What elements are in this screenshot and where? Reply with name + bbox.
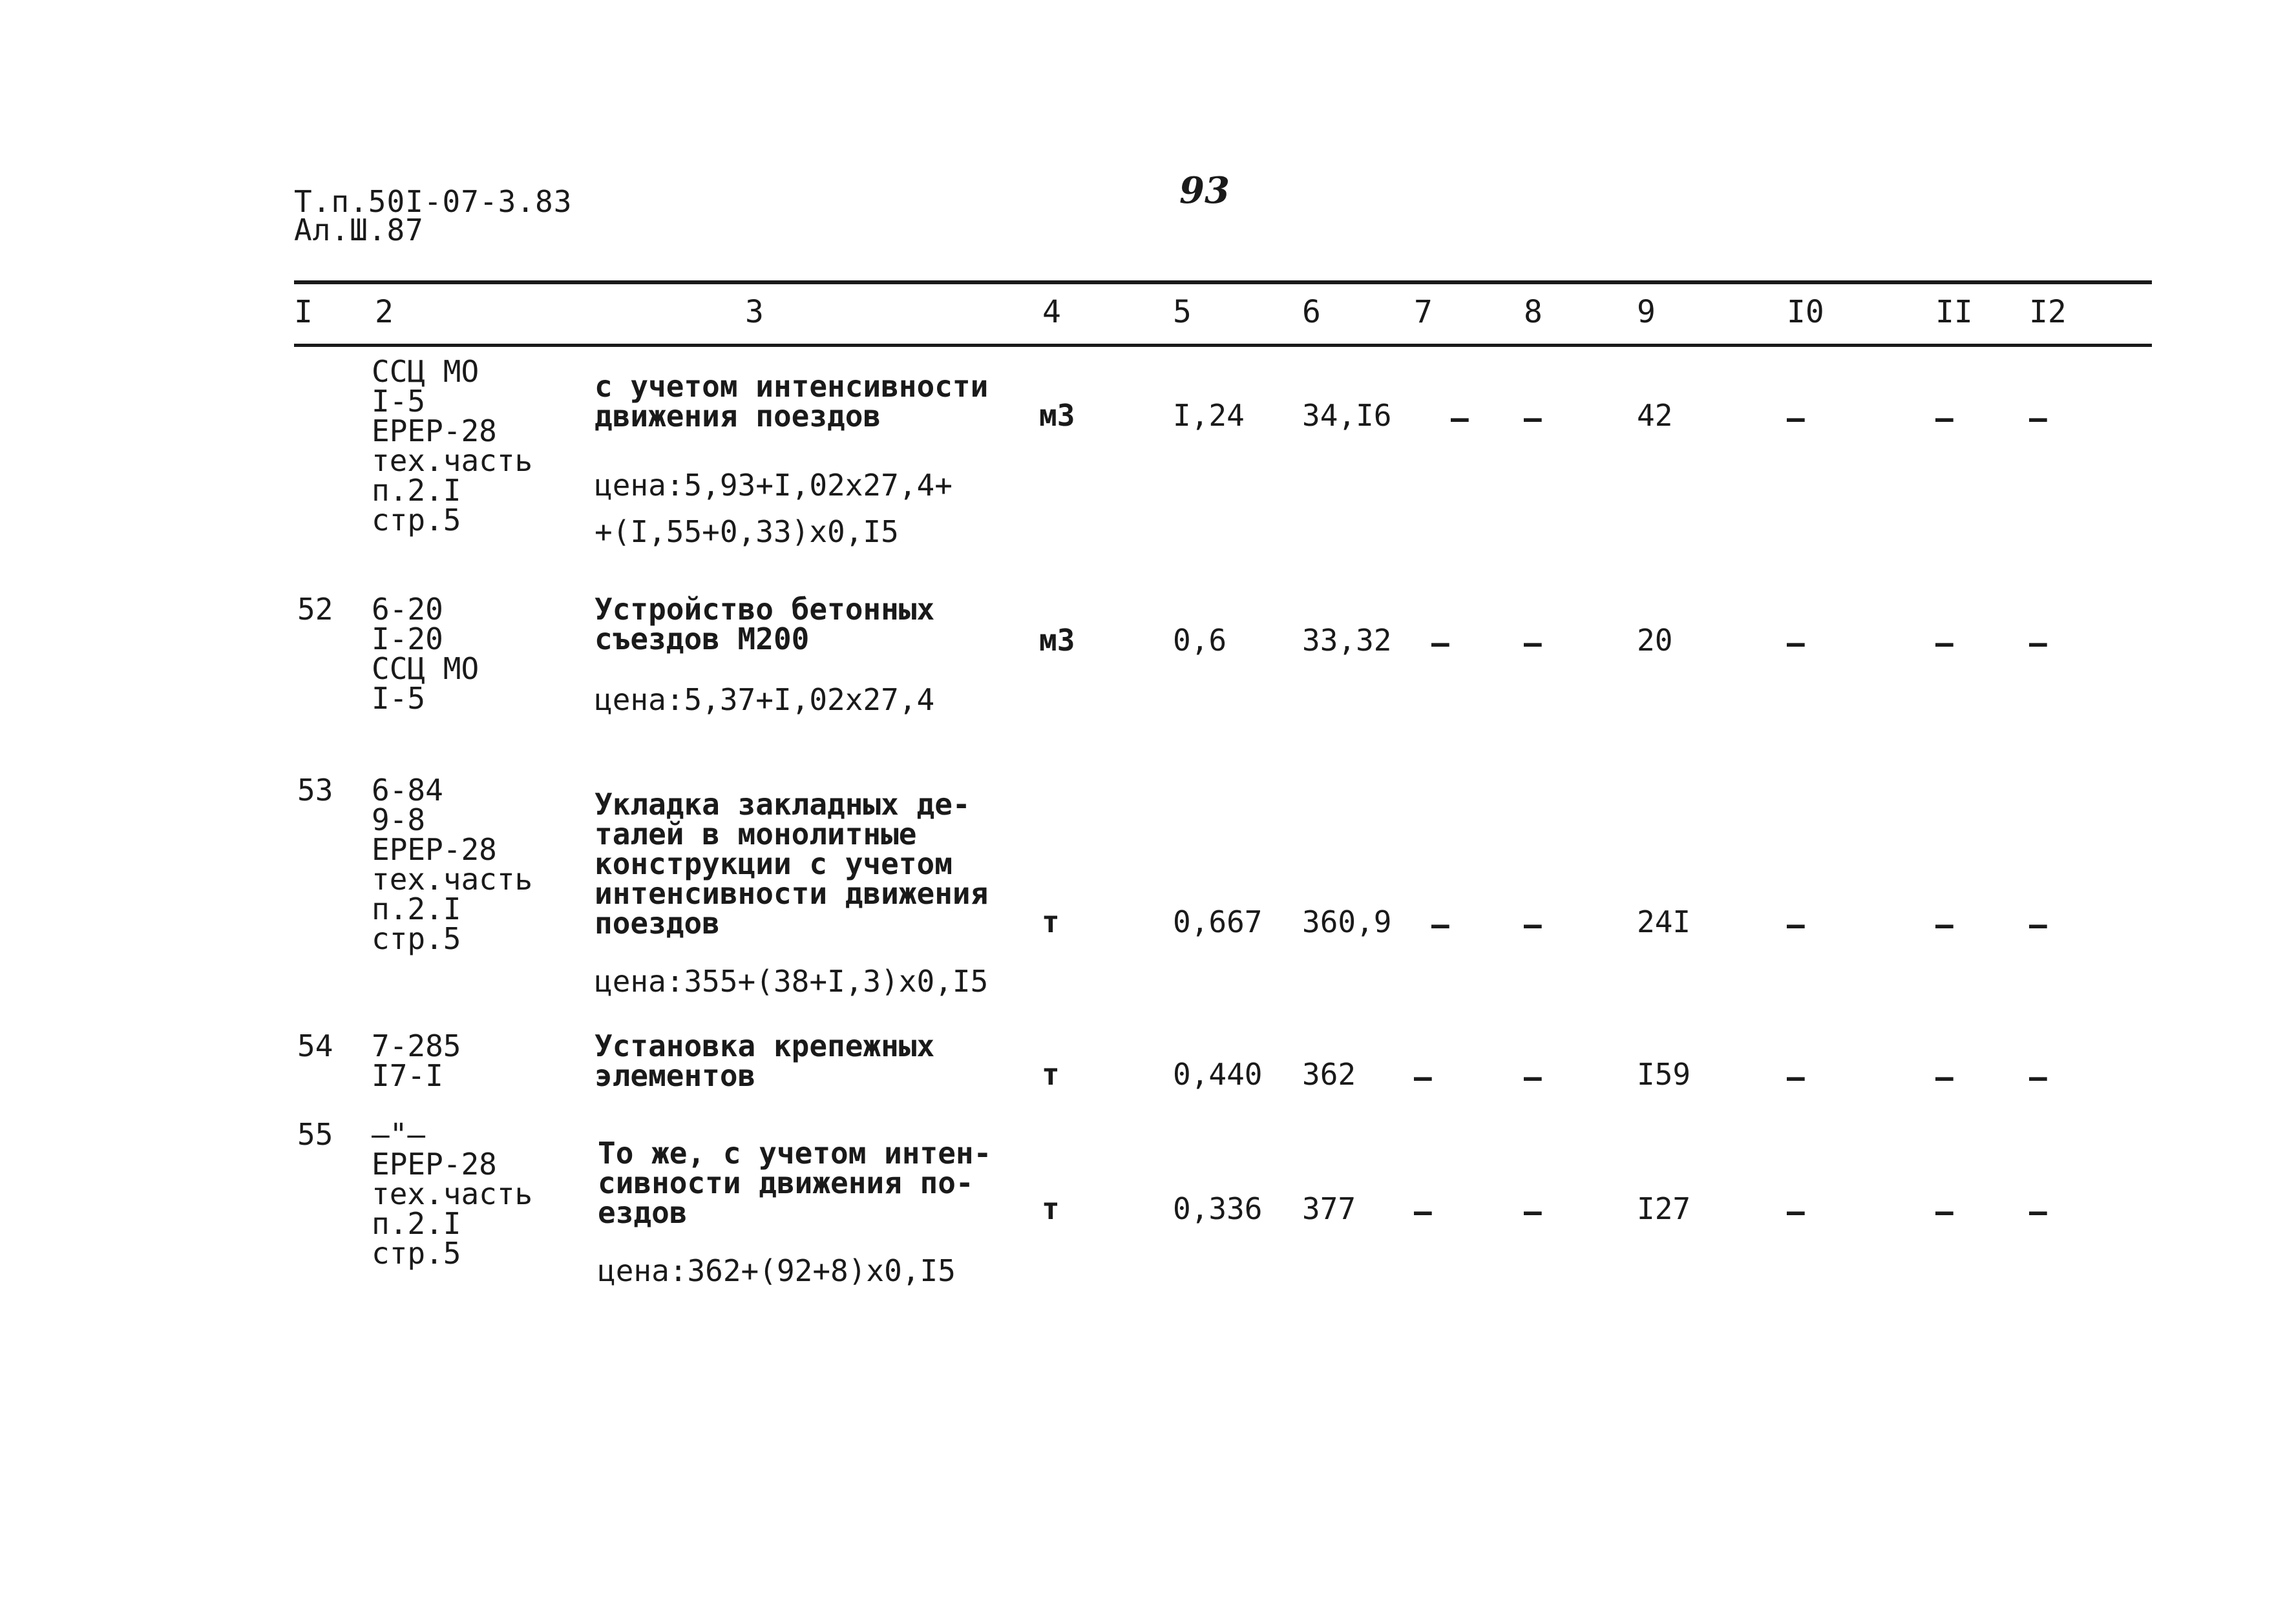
description-line: Установка крепежных bbox=[595, 1028, 935, 1063]
row-col12: – bbox=[2029, 401, 2047, 435]
reference-line: стр.5 bbox=[372, 921, 461, 956]
row-col12: – bbox=[2029, 1194, 2047, 1229]
description-line: съездов М200 bbox=[595, 621, 810, 656]
price-line: цена:5,37+I,02х27,4 bbox=[595, 682, 935, 717]
row-col11: – bbox=[1935, 625, 1954, 660]
reference-line: стр.5 bbox=[372, 1236, 461, 1271]
row-col11: – bbox=[1935, 907, 1954, 942]
description-line: талей в монолитные bbox=[595, 817, 917, 851]
row-quantity: I,24 bbox=[1173, 398, 1245, 433]
description-line: движения поездов bbox=[595, 399, 881, 433]
row-col9: 20 bbox=[1637, 623, 1673, 658]
column-number-8: 8 bbox=[1524, 294, 1543, 330]
reference-line: 6-20 bbox=[372, 592, 443, 627]
row-col8: – bbox=[1524, 625, 1542, 660]
row-col8: – bbox=[1524, 907, 1542, 942]
description-line: Укладка закладных де- bbox=[595, 787, 971, 822]
description-line: Устройство бетонных bbox=[595, 592, 935, 627]
reference-line: I-20 bbox=[372, 621, 443, 656]
row-col10: – bbox=[1787, 1194, 1805, 1229]
description-line: с учетом интенсивности bbox=[595, 369, 989, 404]
row-cost: 34,I6 bbox=[1302, 398, 1392, 433]
price-line: цена:5,93+I,02х27,4+ bbox=[595, 468, 953, 503]
reference-line: ЕРЕР-28 bbox=[372, 413, 497, 448]
reference-line: тех.часть bbox=[372, 862, 533, 897]
reference-line: 9-8 bbox=[372, 802, 426, 837]
price-line: +(I,55+0,33)х0,I5 bbox=[595, 514, 899, 549]
description-line: поездов bbox=[595, 906, 720, 941]
description-line: То же, с учетом интен- bbox=[598, 1136, 992, 1171]
row-references bbox=[372, 592, 479, 716]
reference-line: тех.часть bbox=[372, 1176, 533, 1211]
column-number-2: 2 bbox=[375, 294, 394, 330]
price-line: цена:355+(38+I,3)х0,I5 bbox=[595, 964, 989, 999]
row-description bbox=[598, 1136, 992, 1230]
price-line: цена:362+(92+8)х0,I5 bbox=[598, 1253, 956, 1288]
column-number-9: 9 bbox=[1637, 294, 1656, 330]
row-col11: – bbox=[1935, 1194, 1954, 1229]
description-line: ездов bbox=[598, 1195, 688, 1230]
row-col9: I27 bbox=[1637, 1191, 1691, 1226]
row-unit: м3 bbox=[1039, 398, 1075, 433]
column-number-10: I0 bbox=[1787, 294, 1824, 330]
column-number-11: II bbox=[1935, 294, 1973, 330]
row-col7: – bbox=[1431, 907, 1449, 942]
row-col10: – bbox=[1787, 907, 1805, 942]
reference-line: тех.часть bbox=[372, 443, 533, 478]
row-col9: I59 bbox=[1637, 1057, 1691, 1092]
row-quantity: 0,336 bbox=[1173, 1191, 1263, 1226]
reference-line: I-5 bbox=[372, 384, 426, 419]
row-col12: – bbox=[2029, 1059, 2047, 1094]
reference-line: –"– bbox=[372, 1117, 426, 1152]
row-references bbox=[372, 1028, 461, 1093]
row-quantity: 0,440 bbox=[1173, 1057, 1263, 1092]
row-col9: 24I bbox=[1637, 904, 1691, 939]
reference-line: ЕРЕР-28 bbox=[372, 1147, 497, 1182]
column-number-3: 3 bbox=[745, 294, 764, 330]
row-col12: – bbox=[2029, 625, 2047, 660]
document-code bbox=[294, 184, 573, 247]
reference-line: 7-285 bbox=[372, 1028, 461, 1063]
column-number-5: 5 bbox=[1173, 294, 1192, 330]
reference-line: п.2.I bbox=[372, 892, 461, 926]
reference-line: 6-84 bbox=[372, 773, 443, 808]
column-number-12: I2 bbox=[2029, 294, 2067, 330]
row-col8: – bbox=[1524, 1194, 1542, 1229]
row-col7: – bbox=[1431, 625, 1449, 660]
row-col11: – bbox=[1935, 1059, 1954, 1094]
row-number: 54 bbox=[297, 1028, 333, 1063]
description-line: конструкции с учетом bbox=[595, 846, 953, 881]
row-cost: 360,9 bbox=[1302, 904, 1392, 939]
document-code-line2: Ал.Ш.87 bbox=[294, 213, 424, 247]
row-col12: – bbox=[2029, 907, 2047, 942]
reference-line: п.2.I bbox=[372, 1206, 461, 1241]
reference-line: ССЦ МО bbox=[372, 354, 479, 389]
reference-line: ССЦ МО bbox=[372, 651, 479, 686]
row-col7: – bbox=[1414, 1194, 1432, 1229]
row-references bbox=[372, 1117, 533, 1271]
column-number-7: 7 bbox=[1414, 294, 1433, 330]
row-number: 55 bbox=[297, 1117, 333, 1152]
reference-line: ЕРЕР-28 bbox=[372, 832, 497, 867]
description-line: сивности движения по- bbox=[598, 1165, 974, 1200]
column-number-1: I bbox=[294, 294, 313, 330]
reference-line: I-5 bbox=[372, 681, 426, 716]
row-col9: 42 bbox=[1637, 398, 1673, 433]
row-description bbox=[595, 371, 988, 431]
row-price-formula bbox=[598, 1253, 956, 1288]
column-number-4: 4 bbox=[1042, 294, 1061, 330]
column-number-6: 6 bbox=[1302, 294, 1321, 330]
table-top-rule bbox=[294, 280, 2152, 284]
row-cost: 377 bbox=[1302, 1191, 1356, 1226]
row-col7: – bbox=[1414, 1059, 1432, 1094]
row-unit: т bbox=[1042, 1057, 1060, 1092]
row-col10: – bbox=[1787, 401, 1805, 435]
row-description bbox=[595, 1028, 935, 1093]
row-references bbox=[372, 775, 532, 954]
row-col11: – bbox=[1935, 401, 1954, 435]
document-code-line1: Т.п.50I-07-3.83 bbox=[294, 184, 573, 219]
row-quantity: 0,667 bbox=[1173, 904, 1263, 939]
row-col8: – bbox=[1524, 401, 1542, 435]
row-col7: – bbox=[1451, 401, 1469, 435]
description-line: интенсивности движения bbox=[595, 876, 989, 911]
row-cost: 362 bbox=[1302, 1057, 1356, 1092]
row-price-formula bbox=[595, 964, 989, 999]
row-number: 53 bbox=[297, 773, 333, 808]
row-price-formula bbox=[595, 462, 953, 555]
row-cost: 33,32 bbox=[1302, 623, 1392, 658]
row-number: 52 bbox=[297, 592, 333, 627]
row-price-formula bbox=[595, 682, 935, 717]
row-col10: – bbox=[1787, 1059, 1805, 1094]
reference-line: I7-I bbox=[372, 1058, 443, 1093]
row-references bbox=[372, 354, 533, 537]
row-description bbox=[595, 787, 989, 941]
row-unit: т bbox=[1042, 904, 1060, 939]
row-col10: – bbox=[1787, 625, 1805, 660]
reference-line: п.2.I bbox=[372, 473, 461, 508]
row-unit: м3 bbox=[1039, 623, 1075, 658]
row-quantity: 0,6 bbox=[1173, 623, 1227, 658]
row-col8: – bbox=[1524, 1059, 1542, 1094]
row-unit: т bbox=[1042, 1191, 1060, 1226]
row-description bbox=[595, 594, 934, 654]
table-header-rule bbox=[294, 344, 2152, 347]
description-line: элементов bbox=[595, 1058, 756, 1093]
page-number: 93 bbox=[1179, 169, 1230, 212]
reference-line: стр.5 bbox=[372, 503, 461, 537]
